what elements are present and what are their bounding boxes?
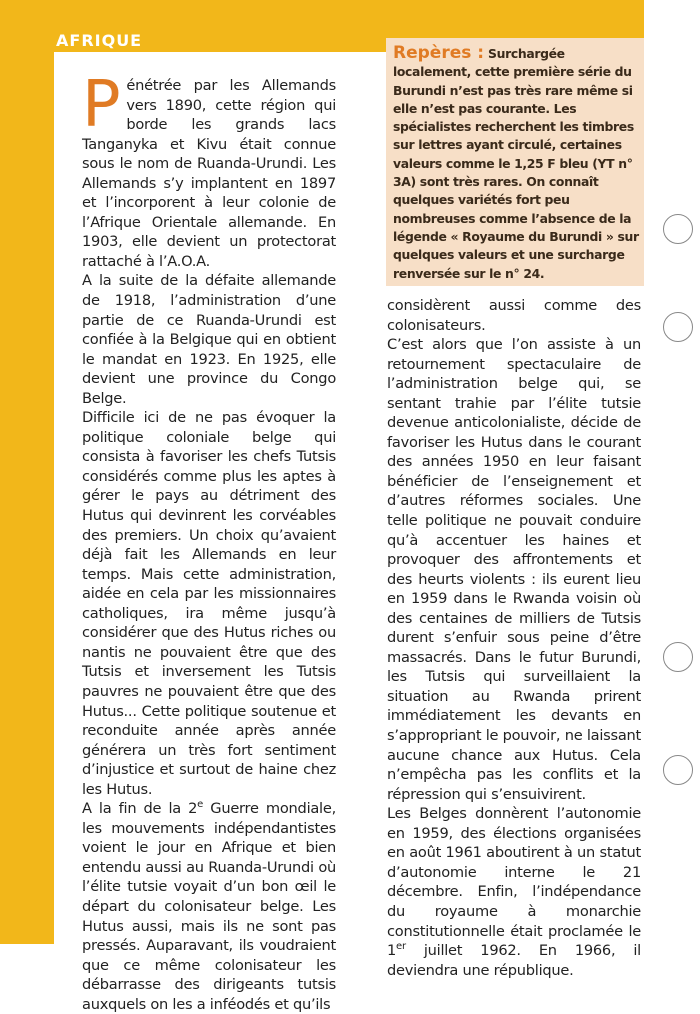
binder-hole <box>663 642 693 672</box>
paragraph-5: C’est alors que l’on assiste à un retournement spectaculaire de l’administration belge qui, se sentant trahie par l’élite tutsie devenue anticolonialiste, décide de favoriser les Hutus dans le courant des années 1950 en leur faisant bénéficier de l’enseignement et d’autres réformes sociales. Une telle politique ne pouvait conduire qu’à accentuer les haines et provoquer des affrontements et des heurts violents : ils eurent lieu en 1959 dans le Rwanda voisin où des centaines de milliers de Tutsis durent s’enfuir sous peine d’être massacrés. Dans le futur Burundi, les Tutsis qui surveillaient la situation au Rwanda prirent immédiatement les devants en s’appropriant le pouvoir, ne laissant aucune chance aux Hutus. Cela n’empêcha pas les conflits et la répression qui s’ensuivirent. <box>387 336 641 803</box>
paragraph-6 <box>387 804 641 980</box>
binder-hole <box>663 214 693 244</box>
paragraph-4-text-b: Guerre mondiale, les mouvements indépendantistes voient le jour en Afrique et bien entendu aussi au Ruanda-Urundi où l’élite tutsie voyait d’un bon œil le départ du colonisateur belge. Les Hutus aussi, mais ils ne sont pas pressés. Auparavant, ils voudraient que ce même colonisateur les débarrasse des dirigeants tutsis auxquels on les a inféodés et qu’ils <box>82 800 336 1013</box>
article-column-left <box>82 68 336 1014</box>
paragraph-6-text-a: Les Belges donnèrent l’autonomie en 1959, des élections organisées en août 1961 aboutirent à un statut d’autonomie interne le 21 décembre. Enfin, l’indépendance du royaume à monarchie constitutionnelle était proclamée le 1 <box>387 805 641 960</box>
section-label: AFRIQUE <box>56 31 143 50</box>
paragraph-6-text-b: juillet 1962. En 1966, il deviendra une république. <box>387 942 641 979</box>
superscript: e <box>197 799 204 811</box>
paragraph-1 <box>82 68 336 271</box>
paragraph-2: A la suite de la défaite allemande de 1918, l’administration d’une partie de ce Ruanda-Urundi est confiée à la Belgique qui en obtient le mandat en 1923. En 1925, elle devient une province du Congo Belge. <box>82 272 336 407</box>
reperes-content <box>393 44 643 283</box>
reperes-title: Repères : <box>393 43 485 63</box>
binder-hole <box>663 755 693 785</box>
binder-hole <box>663 312 693 342</box>
reperes-body: Surchargée localement, cette première série du Burundi n’est pas très rare même si elle n’est pas courante. Les spécialistes recherchent les timbres sur lettres ayant circulé, certaines valeurs comme le 1,25 F bleu (YT n° 3A) sont très rares. On connaît quelques variétés fort peu nombreuses comme l’absence de la légende « Royaume du Burundi » sur quelques valeurs et une surcharge renversée sur le n° 24. <box>393 46 639 281</box>
article-column-right <box>387 296 641 980</box>
superscript: er <box>396 941 406 953</box>
paragraph-4-continued: considèrent aussi comme des colonisateurs. <box>387 297 641 334</box>
paragraph-3: Difficile ici de ne pas évoquer la politique coloniale belge qui consista à favoriser les chefs Tutsis considérés comme plus les aptes à gérer le pays au détriment des Hutus qui devinrent les corvéables des premiers. Un choix qu’avaient déjà fait les Allemands en leur temps. Mais cette administration, aidée en cela par les missionnaires catholiques, ira même jusqu’à considérer que des Hutus riches ou nantis ne pouvaient être que des Tutsis et inversement les Tutsis pauvres ne pouvaient être que des Hutus... Cette politique soutenue et reconduite année après année générera un très fort sentiment d’injustice et surtout de haine chez les Hutus. <box>82 409 336 798</box>
paragraph-1-text: énétrée par les Allemands vers 1890, cette région qui borde les grands lacs Tanganyka et Kivu était connue sous le nom de Ruanda-Urundi. Les Allemands s’y implantent en 1897 et l’incorporent à leur colonie de l’Afrique Orientale allemande. En 1903, elle devient un protectorat rattaché à l’A.O.A. <box>82 77 336 270</box>
drop-cap: P <box>82 68 121 142</box>
paragraph-4 <box>82 799 336 1014</box>
paragraph-4-text-a: A la fin de la 2 <box>82 800 198 818</box>
